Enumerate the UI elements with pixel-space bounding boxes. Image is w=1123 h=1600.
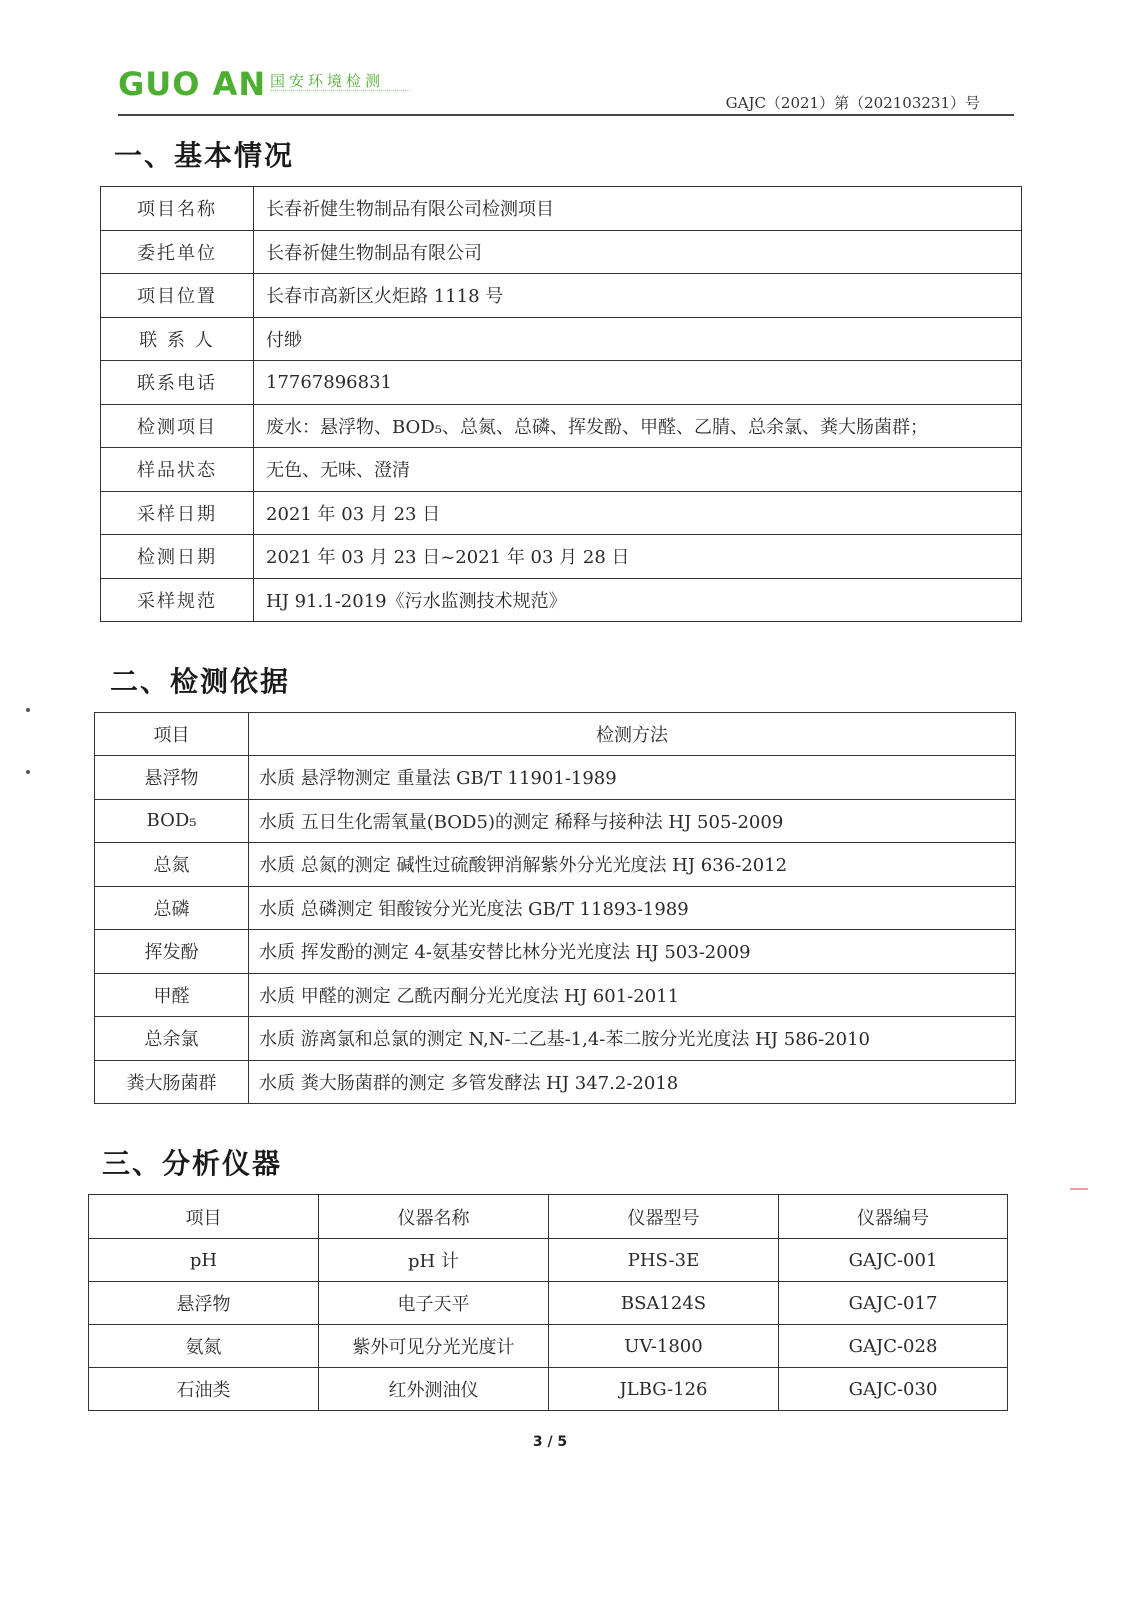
basic-info-row (101, 578, 1022, 622)
instrument-model: BSA124S (549, 1282, 779, 1325)
basic-info-row (101, 491, 1022, 535)
instrument-model: JLBG-126 (549, 1368, 779, 1411)
basis-row (95, 973, 1016, 1017)
basic-info-row (101, 230, 1022, 274)
instrument-name: pH 计 (319, 1239, 549, 1282)
instrument-item: pH (89, 1239, 319, 1282)
instrument-code: GAJC-001 (779, 1239, 1008, 1282)
basis-item: 粪大肠菌群 (95, 1060, 249, 1104)
logo-underline (270, 90, 410, 95)
header-divider (118, 114, 1014, 116)
page-header (118, 62, 1018, 118)
basis-method: 水质 总氮的测定 碱性过硫酸钾消解紫外分光光度法 HJ 636-2012 (249, 843, 1016, 887)
field-label: 采样规范 (101, 578, 254, 622)
field-value: 长春祈健生物制品有限公司检测项目 (254, 187, 1022, 231)
basic-info-row (101, 274, 1022, 318)
report-number: GAJC（2021）第（202103231）号 (725, 94, 980, 112)
basis-item: 总余氯 (95, 1017, 249, 1061)
basis-row (95, 799, 1016, 843)
basic-info-row (101, 187, 1022, 231)
field-value: 长春市高新区火炬路 1118 号 (254, 274, 1022, 318)
instrument-code: GAJC-030 (779, 1368, 1008, 1411)
basis-row (95, 843, 1016, 887)
basis-row (95, 930, 1016, 974)
instrument-row (89, 1282, 1008, 1325)
field-value: 17767896831 (254, 361, 1022, 405)
instrument-model: PHS-3E (549, 1239, 779, 1282)
instrument-name: 紫外可见分光光度计 (319, 1325, 549, 1368)
field-label: 联系电话 (101, 361, 254, 405)
section-basis-title: 二、检测依据 (110, 665, 291, 698)
basic-info-table (100, 186, 1022, 622)
instrument-header-model: 仪器型号 (549, 1195, 779, 1239)
basis-method: 水质 甲醛的测定 乙酰丙酮分光光度法 HJ 601-2011 (249, 973, 1016, 1017)
basic-info-row (101, 535, 1022, 579)
basis-item: 悬浮物 (95, 756, 249, 800)
field-value: 无色、无味、澄清 (254, 448, 1022, 492)
basis-method: 水质 悬浮物测定 重量法 GB/T 11901-1989 (249, 756, 1016, 800)
scan-speck (26, 770, 30, 774)
field-label: 委托单位 (101, 230, 254, 274)
field-label: 检测日期 (101, 535, 254, 579)
basis-item: BOD₅ (95, 799, 249, 843)
basic-info-row (101, 448, 1022, 492)
field-label: 检测项目 (101, 404, 254, 448)
basis-row (95, 886, 1016, 930)
basis-row (95, 1060, 1016, 1104)
field-label: 项目位置 (101, 274, 254, 318)
basis-method: 水质 总磷测定 钼酸铵分光光度法 GB/T 11893-1989 (249, 886, 1016, 930)
basis-item: 挥发酚 (95, 930, 249, 974)
basis-table (94, 712, 1016, 1104)
basis-row (95, 1017, 1016, 1061)
field-label: 采样日期 (101, 491, 254, 535)
basis-item: 甲醛 (95, 973, 249, 1017)
section-basic-title: 一、基本情况 (114, 139, 295, 172)
basis-method: 水质 五日生化需氧量(BOD5)的测定 稀释与接种法 HJ 505-2009 (249, 799, 1016, 843)
page-number: 3 / 5 (532, 1434, 568, 1450)
instrument-item: 氨氮 (89, 1325, 319, 1368)
instrument-item: 悬浮物 (89, 1282, 319, 1325)
instrument-header-name: 仪器名称 (319, 1195, 549, 1239)
instrument-code: GAJC-028 (779, 1325, 1008, 1368)
section-instruments-title: 三、分析仪器 (102, 1147, 283, 1180)
scan-edge-mark (1070, 1188, 1088, 1190)
field-value: 废水：悬浮物、BOD₅、总氮、总磷、挥发酚、甲醛、乙腈、总余氯、粪大肠菌群； (254, 404, 1022, 448)
basic-info-row (101, 317, 1022, 361)
field-value: 2021 年 03 月 23 日 (254, 491, 1022, 535)
instrument-header-code: 仪器编号 (779, 1195, 1008, 1239)
instrument-row (89, 1325, 1008, 1368)
field-value: HJ 91.1-2019《污水监测技术规范》 (254, 578, 1022, 622)
field-label: 联 系 人 (101, 317, 254, 361)
company-logo: GUO AN (118, 65, 267, 103)
basic-info-row (101, 404, 1022, 448)
instrument-table (88, 1194, 1008, 1411)
instrument-name: 红外测油仪 (319, 1368, 549, 1411)
field-value: 长春祈健生物制品有限公司 (254, 230, 1022, 274)
basic-info-row (101, 361, 1022, 405)
basis-item: 总氮 (95, 843, 249, 887)
instrument-row (89, 1239, 1008, 1282)
basis-item: 总磷 (95, 886, 249, 930)
instrument-model: UV-1800 (549, 1325, 779, 1368)
company-name: 国安环境检测 (270, 72, 385, 90)
basis-header-method: 检测方法 (249, 713, 1016, 756)
basis-method: 水质 游离氯和总氯的测定 N,N-二乙基-1,4-苯二胺分光光度法 HJ 586-2010 (249, 1017, 1016, 1061)
field-value: 2021 年 03 月 23 日~2021 年 03 月 28 日 (254, 535, 1022, 579)
instrument-header-item: 项目 (89, 1195, 319, 1239)
field-label: 样品状态 (101, 448, 254, 492)
instrument-name: 电子天平 (319, 1282, 549, 1325)
field-value: 付缈 (254, 317, 1022, 361)
instrument-code: GAJC-017 (779, 1282, 1008, 1325)
basis-row (95, 756, 1016, 800)
instrument-item: 石油类 (89, 1368, 319, 1411)
field-label: 项目名称 (101, 187, 254, 231)
basis-method: 水质 粪大肠菌群的测定 多管发酵法 HJ 347.2-2018 (249, 1060, 1016, 1104)
instrument-row (89, 1368, 1008, 1411)
basis-header-item: 项目 (95, 713, 249, 756)
basis-method: 水质 挥发酚的测定 4-氨基安替比林分光光度法 HJ 503-2009 (249, 930, 1016, 974)
scan-speck (26, 708, 30, 712)
